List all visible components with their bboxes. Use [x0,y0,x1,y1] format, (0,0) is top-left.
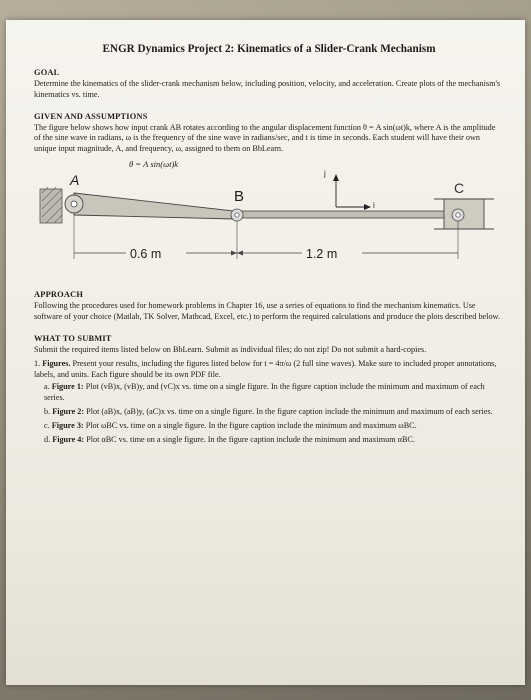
rod-bc [234,211,456,218]
submit-heading: WHAT TO SUBMIT [34,333,112,343]
figure-2-lead: Figure 2: [52,407,85,417]
paper-sheet [6,20,525,685]
submit-item-1 [34,359,504,381]
figure-1-text: Plot (vB)x, (vB)y, and (vC)x vs. time on a single figure. In the figure caption include the minimum and maximum of each series. [44,382,485,403]
submit-intro: Submit the required items listed below on BbLearn. Submit as individual files; do not zip! Do not submit a hard-copies. [34,344,427,354]
figure-4-lead: Figure 4: [52,434,85,444]
slider-crank-figure [34,159,504,277]
figure-1-lead: Figure 1: [51,382,84,392]
label-j: j [324,169,326,179]
approach-heading: APPROACH [34,290,84,300]
item-1-lead: Figures. [42,358,71,368]
label-c: C [454,180,465,197]
goal-text: Determine the kinematics of the slider-crank mechanism below, including position, velocity, and acceleration. Create plots of the mechanism's kinematics vs. time. [34,78,501,99]
document-title: ENGR Dynamics Project 2: Kinematics of a Slider-Crank Mechanism [102,43,436,55]
label-a: A [70,172,80,189]
goal-heading: GOAL [34,67,60,77]
figure-item-b: b. Figure 2: Plot (aB)x, (aB)y, (aC)x vs. time on a single figure. In the figure caption include the minimum and maximum of each series. [44,407,493,417]
figure-item-a: a. Figure 1: Plot (vB)x, (vB)y, and (vC)x vs. time on a single figure. In the figure caption include the minimum and maximum of each series. [44,382,485,403]
figure-item-d: d. Figure 4: Plot αBC vs. time on a single figure. In the figure caption include the minimum and maximum αBC. [44,434,415,444]
crank-ab [74,193,234,219]
dimension-bc: 1.2 m [306,247,338,262]
figure-list [44,382,504,445]
dimension-ab: 0.6 m [130,247,162,262]
given-heading: GIVEN AND ASSUMPTIONS [34,111,148,121]
document-page [34,42,504,449]
item-1-text: Present your results, including the figures listed below for t = 4π/ω (2 full sine waves). Make sure to included proper annotations, labels, and units. Each figure should be its own PDF file. [34,358,497,379]
label-i: i [373,201,375,211]
figure-3-lead: Figure 3: [51,420,84,430]
mechanism-drawing [34,159,504,277]
theta-equation: θ = A sin(ωt)k [129,159,179,170]
figure-3-text: Plot ωBC vs. time on a single figure. In the figure caption include the minimum and maximum ωBC. [85,420,417,430]
item-1-number: 1. [34,358,41,368]
figure-2-text: Plot (aB)x, (aB)y, (aC)x vs. time on a single figure. In the figure caption include the minimum and maximum of each series. [86,407,493,417]
label-b: B [234,188,245,206]
given-text: The figure below shows how input crank AB rotates according to the angular displacement function θ = A sin(ωt)k, where A is the amplitude of the sine wave in radians, ω is the frequency of the sine wave in radians/sec, and t is time in seconds. Each student will have their own unique input magnitude, A, and frequency, ω, assigned to them on BbLearn. [34,122,496,154]
figure-4-text: Plot αBC vs. time on a single figure. In the figure caption include the minimum and maximum αBC. [86,434,415,444]
approach-text: Following the procedures used for homework problems in Chapter 16, use a series of equations to find the mechanism kinematics. Use software of your choice (Matlab, TK Solver, Mathcad, Excel, etc.) to perform the required calculations and produce the plots described below. [34,301,500,322]
figure-item-c: c. Figure 3: Plot ωBC vs. time on a single figure. In the figure caption include the minimum and maximum ωBC. [44,420,417,430]
